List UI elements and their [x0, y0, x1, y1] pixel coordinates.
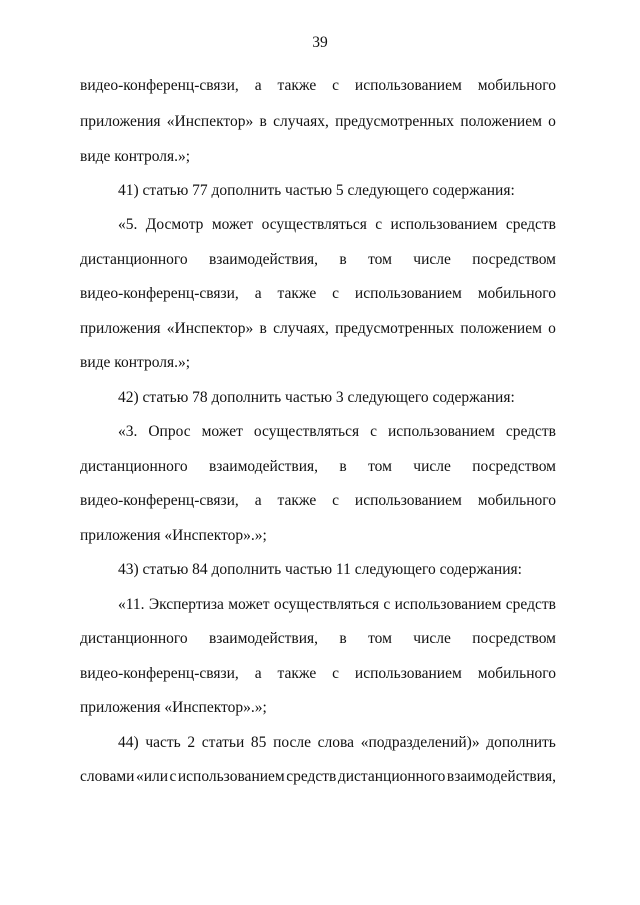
word: видео-конференц-связи,	[80, 77, 239, 94]
word: также	[277, 77, 317, 94]
word: Досмотр	[145, 216, 204, 233]
word: часть	[145, 734, 181, 751]
word: средств	[505, 423, 556, 440]
text-line	[80, 492, 556, 510]
word: посредством	[472, 458, 556, 475]
word: с	[383, 596, 391, 613]
word: числе	[413, 630, 451, 647]
word: средств	[286, 768, 337, 785]
text-line: виде контроля.»;	[80, 354, 191, 371]
word: положением	[460, 320, 542, 337]
text-line	[80, 251, 556, 269]
word: посредством	[472, 630, 556, 647]
word: средств	[505, 596, 556, 613]
word: «5.	[118, 216, 138, 233]
text-line	[80, 320, 556, 338]
word: том	[368, 251, 392, 268]
word: «3.	[118, 423, 138, 440]
word: с	[332, 77, 340, 94]
word: видео-конференц-связи,	[80, 285, 239, 302]
text-line: 42) статью 78 дополнить частью 3 следующего содержания:	[118, 389, 515, 406]
word: мобильного	[477, 665, 556, 682]
word: использованием	[394, 596, 502, 613]
text-line	[80, 458, 556, 476]
word: с	[332, 285, 340, 302]
word: с	[169, 768, 177, 785]
text-line: виде контроля.»;	[80, 148, 191, 165]
word: дистанционного	[80, 251, 188, 268]
word: осуществляться	[261, 216, 367, 233]
word: использованием	[390, 216, 498, 233]
word: «Инспектор»	[166, 320, 254, 337]
word: в	[259, 113, 267, 130]
word: с	[332, 492, 340, 509]
text-line	[80, 113, 556, 131]
word: использованием	[354, 77, 462, 94]
word: взаимодействия,	[208, 630, 319, 647]
word: словами	[80, 768, 135, 785]
word: слова	[317, 734, 355, 751]
word: 44)	[118, 734, 139, 751]
word: может	[211, 216, 254, 233]
text-line: приложения «Инспектор».»;	[80, 699, 267, 716]
text-line	[80, 77, 556, 95]
word: осуществляться	[273, 596, 380, 613]
word: с	[370, 423, 377, 440]
word: с	[332, 665, 340, 682]
word: мобильного	[477, 77, 556, 94]
text-line	[118, 216, 556, 234]
word: использованием	[354, 285, 462, 302]
word: видео-конференц-связи,	[80, 492, 239, 509]
word: «11.	[118, 596, 145, 613]
word: а	[254, 665, 262, 682]
word: видео-конференц-связи,	[80, 665, 239, 682]
word: также	[277, 492, 317, 509]
word: в	[339, 458, 347, 475]
word: может	[201, 423, 243, 440]
word: в	[259, 320, 267, 337]
text-line: приложения «Инспектор».»;	[80, 527, 267, 544]
word: посредством	[472, 251, 556, 268]
word: после	[273, 734, 312, 751]
word: том	[368, 630, 392, 647]
word: предусмотренных	[335, 320, 455, 337]
word: о	[548, 113, 556, 130]
text-line	[80, 630, 556, 648]
word: приложения	[80, 320, 161, 337]
word: взаимодействия,	[446, 768, 556, 785]
word: с	[375, 216, 383, 233]
word: статьи	[201, 734, 245, 751]
word: взаимодействия,	[208, 458, 319, 475]
text-line: 43) статью 84 дополнить частью 11 следующего содержания:	[118, 561, 522, 578]
word: 2	[187, 734, 196, 751]
word: дистанционного	[80, 458, 188, 475]
word: случаях,	[273, 320, 329, 337]
word: числе	[413, 458, 451, 475]
word: также	[277, 285, 317, 302]
word: «или	[135, 768, 169, 785]
word: дополнить	[486, 734, 556, 751]
text-line	[80, 768, 556, 786]
word: использованием	[387, 423, 495, 440]
word: предусмотренных	[335, 113, 455, 130]
word: о	[548, 320, 556, 337]
page-number: 39	[312, 34, 328, 51]
word: использованием	[354, 492, 462, 509]
word: том	[368, 458, 392, 475]
word: Экспертиза	[148, 596, 224, 613]
word: также	[277, 665, 317, 682]
word: 85	[250, 734, 267, 751]
word: приложения	[80, 113, 161, 130]
text-line	[80, 665, 556, 683]
word: а	[254, 77, 262, 94]
word: положением	[460, 113, 542, 130]
word: числе	[413, 251, 451, 268]
word: дистанционного	[80, 630, 188, 647]
word: а	[254, 492, 262, 509]
word: использованием	[177, 768, 285, 785]
word: осуществляться	[253, 423, 360, 440]
text-line: 41) статью 77 дополнить частью 5 следующего содержания:	[118, 182, 515, 199]
word: взаимодействия,	[208, 251, 319, 268]
word: «Инспектор»	[166, 113, 254, 130]
word: а	[254, 285, 262, 302]
word: в	[339, 251, 347, 268]
word: средств	[505, 216, 556, 233]
word: мобильного	[477, 492, 556, 509]
word: может	[228, 596, 270, 613]
word: Опрос	[148, 423, 191, 440]
word: мобильного	[477, 285, 556, 302]
text-line	[118, 734, 556, 752]
text-line	[118, 596, 556, 614]
word: использованием	[354, 665, 462, 682]
word: «подразделений)»	[360, 734, 480, 751]
text-line	[80, 285, 556, 303]
word: в	[339, 630, 347, 647]
text-line	[118, 423, 556, 441]
word: случаях,	[273, 113, 329, 130]
word: дистанционного	[337, 768, 446, 785]
